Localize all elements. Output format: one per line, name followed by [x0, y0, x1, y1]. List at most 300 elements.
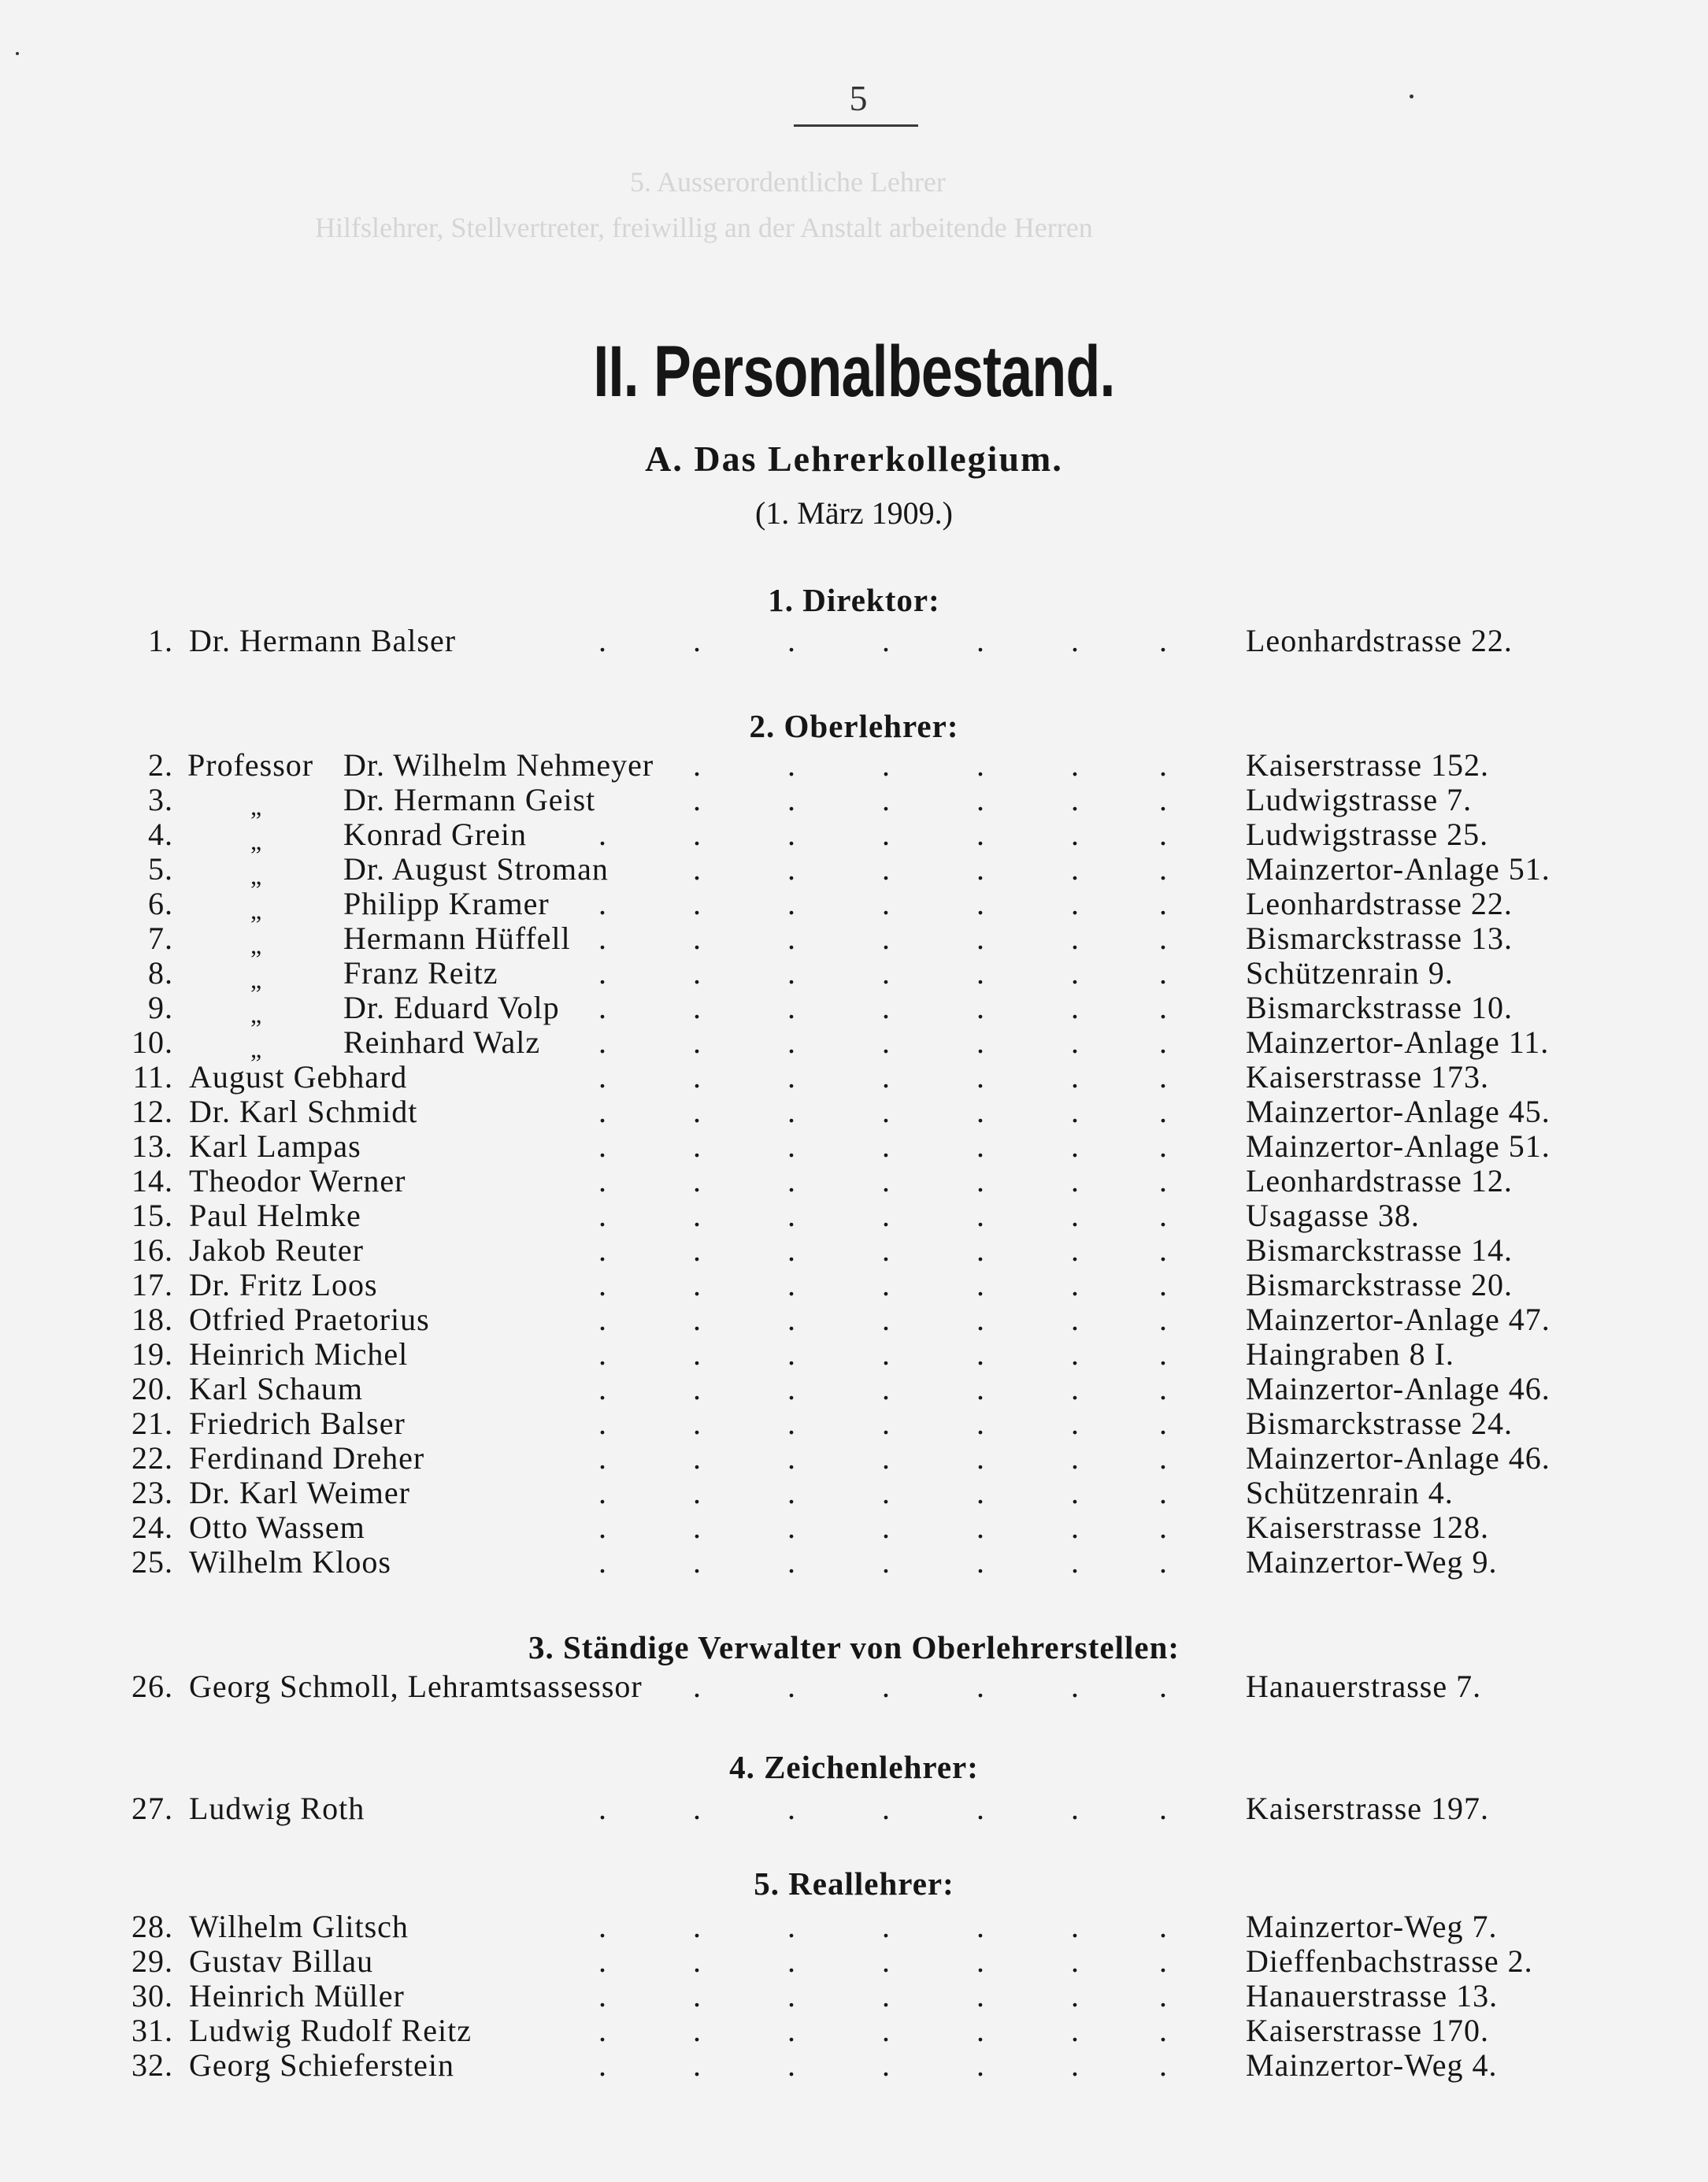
leader-dot: . — [882, 1909, 891, 1944]
leader-dot: . — [882, 1978, 891, 2013]
leader-dot: . — [882, 782, 891, 817]
leader-dot: . — [1071, 1371, 1080, 1406]
leader-dots — [504, 1302, 1168, 1337]
leader-dots — [504, 955, 1168, 991]
leader-dot: . — [976, 1128, 985, 1164]
leader-dots — [504, 1909, 1168, 1944]
list-item — [0, 2048, 1708, 2083]
leader-dot: . — [787, 1094, 796, 1129]
leader-dot: . — [787, 1475, 796, 1510]
leader-dot: . — [976, 1302, 985, 1337]
entry-address: Hanauerstrasse 13. — [1246, 1978, 1499, 2013]
leader-dot: . — [1159, 1791, 1168, 1826]
entry-name: Dr. Hermann Geist — [343, 782, 596, 817]
section-heading: 5. Reallehrer: — [754, 1865, 954, 1902]
leader-dot: . — [787, 1978, 796, 2013]
leader-dot: . — [1159, 1943, 1168, 1979]
leader-dot: . — [787, 2047, 796, 2083]
leader-dot: . — [882, 1094, 891, 1129]
leader-dots — [504, 1024, 1168, 1060]
leader-dots — [504, 1544, 1168, 1580]
leader-dot: . — [693, 1163, 702, 1198]
ditto-mark: „ — [250, 827, 263, 855]
leader-dots — [504, 1059, 1168, 1095]
leader-dot: . — [787, 1128, 796, 1164]
leader-dot: . — [787, 1669, 796, 1704]
leader-dot: . — [787, 2013, 796, 2048]
leader-dot: . — [1071, 1669, 1080, 1704]
leader-dot: . — [882, 955, 891, 991]
leader-dots — [504, 886, 1168, 921]
leader-dot: . — [976, 1059, 985, 1095]
leader-dot: . — [693, 1943, 702, 1979]
leader-dot: . — [1071, 1978, 1080, 2013]
leader-dots — [504, 2047, 1168, 2083]
leader-dot: . — [787, 921, 796, 956]
leader-dot: . — [882, 1475, 891, 1510]
leader-dot: . — [1159, 747, 1168, 783]
entry-address: Mainzertor-Anlage 46. — [1246, 1371, 1551, 1406]
leader-dot: . — [693, 886, 702, 921]
leader-dot: . — [693, 851, 702, 887]
entry-address: Bismarckstrasse 13. — [1246, 921, 1513, 956]
ditto-mark: „ — [250, 861, 263, 890]
leader-dot: . — [1159, 1406, 1168, 1441]
entry-number: 18. — [132, 1302, 173, 1337]
leader-dot: . — [693, 990, 702, 1025]
leader-dot: . — [787, 990, 796, 1025]
leader-dot: . — [693, 955, 702, 991]
list-item — [0, 1406, 1708, 1441]
entry-number: 15. — [132, 1198, 173, 1233]
leader-dot: . — [598, 1978, 607, 2013]
entry-name: Dr. Karl Schmidt — [189, 1094, 418, 1129]
leader-dot: . — [598, 1406, 607, 1441]
leader-dot: . — [693, 1198, 702, 1233]
leader-dot: . — [976, 782, 985, 817]
entry-address: Mainzertor-Anlage 51. — [1246, 851, 1551, 887]
entry-name: Paul Helmke — [189, 1198, 361, 1233]
leader-dot: . — [1159, 1669, 1168, 1704]
leader-dots — [504, 851, 1168, 887]
leader-dot: . — [787, 1943, 796, 1979]
leader-dot: . — [1071, 1510, 1080, 1545]
leader-dot: . — [976, 1163, 985, 1198]
leader-dot: . — [598, 1510, 607, 1545]
entry-name: Heinrich Müller — [189, 1978, 405, 2013]
list-item — [0, 955, 1708, 994]
entry-number: 30. — [132, 1978, 173, 2013]
list-item — [0, 624, 1708, 658]
leader-dot: . — [598, 1791, 607, 1826]
entry-name: Friedrich Balser — [189, 1406, 406, 1441]
section-heading: 3. Ständige Verwalter von Oberlehrerstellen: — [528, 1629, 1180, 1665]
leader-dot: . — [1159, 782, 1168, 817]
page-number-rule — [794, 124, 918, 127]
entry-name: Georg Schmoll, Lehramtsassessor — [189, 1669, 643, 1704]
leader-dot: . — [882, 2047, 891, 2083]
entry-name: Ferdinand Dreher — [189, 1440, 425, 1476]
page-number: 5 — [849, 78, 868, 118]
leader-dot: . — [882, 1510, 891, 1545]
leader-dot: . — [1071, 1909, 1080, 1944]
leader-dot: . — [882, 1232, 891, 1268]
entry-address: Mainzertor-Anlage 11. — [1246, 1024, 1550, 1060]
leader-dot: . — [787, 1163, 796, 1198]
leader-dot: . — [693, 1024, 702, 1060]
leader-dot: . — [598, 1475, 607, 1510]
leader-dot: . — [1159, 990, 1168, 1025]
entry-address: Haingraben 8 I. — [1246, 1336, 1454, 1372]
leader-dot: . — [882, 1943, 891, 1979]
leader-dot: . — [1159, 1371, 1168, 1406]
leader-dot: . — [1159, 2013, 1168, 2048]
leader-dot: . — [693, 1791, 702, 1826]
entry-number: 27. — [132, 1791, 173, 1826]
section-heading: 1. Direktor: — [768, 582, 940, 618]
leader-dot: . — [882, 1267, 891, 1302]
list-item — [0, 1910, 1708, 1944]
entry-number: 12. — [132, 1094, 173, 1129]
leader-dot: . — [693, 1232, 702, 1268]
leader-dot: . — [1071, 990, 1080, 1025]
leader-dot: . — [1159, 623, 1168, 658]
leader-dot: . — [693, 747, 702, 783]
leader-dot: . — [1071, 1302, 1080, 1337]
leader-dots — [504, 817, 1168, 852]
list-item — [0, 1510, 1708, 1545]
page-title: II. Personalbestand. — [593, 332, 1115, 412]
leader-dot: . — [882, 1544, 891, 1580]
leader-dot: . — [1071, 1475, 1080, 1510]
list-item — [0, 1791, 1708, 1826]
entry-name: Dr. August Stroman — [343, 851, 609, 887]
leader-dot: . — [787, 623, 796, 658]
entry-name: Heinrich Michel — [189, 1336, 409, 1372]
entry-address: Kaiserstrasse 170. — [1246, 2013, 1490, 2048]
leader-dot: . — [882, 1440, 891, 1476]
leader-dot: . — [1159, 1978, 1168, 2013]
leader-dot: . — [598, 1336, 607, 1372]
list-item — [0, 1441, 1708, 1476]
entry-number: 2. — [148, 747, 173, 783]
section-heading: 4. Zeichenlehrer: — [729, 1749, 979, 1785]
entry-number: 26. — [132, 1669, 173, 1704]
leader-dot: . — [1071, 1267, 1080, 1302]
leader-dot: . — [882, 990, 891, 1025]
ditto-mark: „ — [250, 965, 263, 994]
ditto-mark: „ — [250, 1035, 263, 1063]
list-item — [0, 1476, 1708, 1510]
leader-dots — [504, 1163, 1168, 1198]
leader-dot: . — [882, 886, 891, 921]
leader-dots — [504, 1475, 1168, 1510]
leader-dot: . — [976, 921, 985, 956]
entry-address: Usagasse 38. — [1246, 1198, 1420, 1233]
entry-number: 7. — [148, 921, 173, 956]
leader-dot: . — [1159, 1128, 1168, 1164]
entry-name: Franz Reitz — [343, 955, 498, 991]
leader-dot: . — [882, 1371, 891, 1406]
list-item — [0, 1669, 1708, 1704]
leader-dot: . — [976, 1440, 985, 1476]
entry-number: 10. — [132, 1024, 173, 1060]
leader-dot: . — [693, 817, 702, 852]
entry-name: Wilhelm Glitsch — [189, 1909, 409, 1944]
leader-dot: . — [693, 1440, 702, 1476]
entry-number: 17. — [132, 1267, 173, 1302]
entry-address: Schützenrain 4. — [1246, 1475, 1454, 1510]
list-item — [0, 851, 1708, 890]
leader-dot: . — [976, 2013, 985, 2048]
bleed-through-text: 5. Ausserordentliche Lehrer — [630, 166, 946, 198]
entry-number: 32. — [132, 2047, 173, 2083]
leader-dot: . — [1071, 817, 1080, 852]
leader-dot: . — [1071, 2047, 1080, 2083]
leader-dot: . — [1071, 1544, 1080, 1580]
entry-number: 19. — [132, 1336, 173, 1372]
entry-name: Ludwig Rudolf Reitz — [189, 2013, 472, 2048]
leader-dot: . — [598, 2013, 607, 2048]
list-item — [0, 1024, 1708, 1063]
list-item — [0, 782, 1708, 821]
leader-dot: . — [1071, 1232, 1080, 1268]
leader-dots — [504, 1198, 1168, 1233]
leader-dot: . — [598, 1909, 607, 1944]
leader-dot: . — [598, 1440, 607, 1476]
leader-dot: . — [598, 1024, 607, 1060]
entry-number: 20. — [132, 1371, 173, 1406]
entry-address: Mainzertor-Weg 9. — [1246, 1544, 1498, 1580]
leader-dots — [504, 1128, 1168, 1164]
leader-dot: . — [598, 1943, 607, 1979]
entry-number: 31. — [132, 2013, 173, 2048]
list-item — [0, 1095, 1708, 1129]
entry-name: Karl Schaum — [189, 1371, 363, 1406]
leader-dots — [504, 2013, 1168, 2048]
list-item — [0, 921, 1708, 959]
entry-name: August Gebhard — [189, 1059, 408, 1095]
entry-address: Kaiserstrasse 152. — [1246, 747, 1490, 783]
entry-number: 29. — [132, 1943, 173, 1979]
leader-dot: . — [1071, 1791, 1080, 1826]
leader-dot: . — [976, 817, 985, 852]
list-item — [0, 1372, 1708, 1406]
leader-dot: . — [693, 623, 702, 658]
entry-name: Dr. Wilhelm Nehmeyer — [343, 747, 654, 783]
entry-number: 8. — [148, 955, 173, 991]
entry-address: Mainzertor-Anlage 51. — [1246, 1128, 1551, 1164]
leader-dot: . — [787, 851, 796, 887]
entry-address: Mainzertor-Anlage 46. — [1246, 1440, 1551, 1476]
leader-dot: . — [1159, 1163, 1168, 1198]
leader-dot: . — [882, 747, 891, 783]
entry-address: Bismarckstrasse 24. — [1246, 1406, 1513, 1441]
entry-name: Gustav Billau — [189, 1943, 374, 1979]
leader-dot: . — [976, 1909, 985, 1944]
leader-dot: . — [882, 1336, 891, 1372]
leader-dot: . — [787, 1024, 796, 1060]
leader-dot: . — [1159, 886, 1168, 921]
list-item — [0, 817, 1708, 855]
leader-dot: . — [1071, 955, 1080, 991]
entry-name: Georg Schieferstein — [189, 2047, 455, 2083]
list-item — [0, 1233, 1708, 1268]
leader-dot: . — [598, 623, 607, 658]
list-item — [0, 1129, 1708, 1164]
leader-dot: . — [882, 1128, 891, 1164]
entry-address: Schützenrain 9. — [1246, 955, 1454, 991]
entry-address: Leonhardstrasse 22. — [1246, 623, 1513, 658]
entry-name: Philipp Kramer — [343, 886, 550, 921]
entry-number: 21. — [132, 1406, 173, 1441]
scan-speck — [1410, 94, 1413, 98]
entry-name: Otfried Praetorius — [189, 1302, 430, 1337]
leader-dot: . — [1071, 1059, 1080, 1095]
leader-dot: . — [882, 1024, 891, 1060]
leader-dot: . — [787, 1198, 796, 1233]
ditto-mark: „ — [250, 931, 263, 959]
entry-number: 9. — [148, 990, 173, 1025]
leader-dot: . — [1071, 1094, 1080, 1129]
leader-dots — [504, 623, 1168, 658]
leader-dot: . — [787, 1406, 796, 1441]
entry-address: Leonhardstrasse 22. — [1246, 886, 1513, 921]
leader-dot: . — [598, 1544, 607, 1580]
entry-number: 13. — [132, 1128, 173, 1164]
leader-dot: . — [1071, 1406, 1080, 1441]
entry-name: Wilhelm Kloos — [189, 1544, 391, 1580]
leader-dot: . — [598, 817, 607, 852]
leader-dot: . — [693, 2013, 702, 2048]
leader-dot: . — [976, 1510, 985, 1545]
leader-dot: . — [976, 1336, 985, 1372]
leader-dot: . — [693, 1510, 702, 1545]
entry-name: Konrad Grein — [343, 817, 528, 852]
leader-dot: . — [1159, 2047, 1168, 2083]
entry-number: 24. — [132, 1510, 173, 1545]
leader-dot: . — [882, 1669, 891, 1704]
leader-dot: . — [882, 1163, 891, 1198]
entry-name: Reinhard Walz — [343, 1024, 541, 1060]
leader-dot: . — [976, 1544, 985, 1580]
leader-dot: . — [787, 1059, 796, 1095]
list-item — [0, 1302, 1708, 1337]
scan-speck — [16, 52, 19, 55]
leader-dot: . — [693, 1475, 702, 1510]
leader-dot: . — [787, 1510, 796, 1545]
leader-dot: . — [1071, 1128, 1080, 1164]
entry-number: 6. — [148, 886, 173, 921]
entry-number: 16. — [132, 1232, 173, 1268]
leader-dots — [504, 1510, 1168, 1545]
leader-dot: . — [976, 623, 985, 658]
leader-dot: . — [976, 1024, 985, 1060]
leader-dot: . — [976, 1475, 985, 1510]
leader-dot: . — [693, 1094, 702, 1129]
leader-dots — [504, 1791, 1168, 1826]
leader-dot: . — [1159, 1267, 1168, 1302]
leader-dot: . — [1071, 747, 1080, 783]
leader-dot: . — [1071, 1336, 1080, 1372]
leader-dot: . — [598, 1128, 607, 1164]
leader-dot: . — [976, 1943, 985, 1979]
leader-dots — [504, 1267, 1168, 1302]
leader-dot: . — [976, 747, 985, 783]
entry-address: Ludwigstrasse 25. — [1246, 817, 1489, 852]
leader-dots — [504, 990, 1168, 1025]
leader-dot: . — [787, 1909, 796, 1944]
leader-dots — [504, 1094, 1168, 1129]
leader-dot: . — [598, 1059, 607, 1095]
leader-dot: . — [976, 851, 985, 887]
leader-dot: . — [976, 1669, 985, 1704]
entry-number: 14. — [132, 1163, 173, 1198]
list-item — [0, 748, 1708, 783]
leader-dots — [504, 1669, 1168, 1704]
leader-dot: . — [598, 955, 607, 991]
entry-name: Otto Wassem — [189, 1510, 365, 1545]
leader-dot: . — [598, 1371, 607, 1406]
leader-dot: . — [976, 1371, 985, 1406]
leader-dots — [504, 1406, 1168, 1441]
leader-dot: . — [1159, 1024, 1168, 1060]
leader-dot: . — [1159, 817, 1168, 852]
entry-number: 11. — [132, 1059, 173, 1095]
leader-dot: . — [976, 1232, 985, 1268]
leader-dot: . — [1071, 851, 1080, 887]
entry-title: Professor — [187, 747, 314, 783]
leader-dot: . — [882, 1302, 891, 1337]
entry-name: Dr. Karl Weimer — [189, 1475, 410, 1510]
leader-dot: . — [693, 2047, 702, 2083]
entry-name: Dr. Hermann Balser — [189, 623, 457, 658]
leader-dots — [504, 1336, 1168, 1372]
leader-dot: . — [1071, 886, 1080, 921]
leader-dot: . — [976, 1978, 985, 2013]
leader-dot: . — [976, 955, 985, 991]
entry-number: 23. — [132, 1475, 173, 1510]
entry-name: Ludwig Roth — [189, 1791, 365, 1826]
leader-dot: . — [1159, 921, 1168, 956]
entry-number: 1. — [148, 623, 173, 658]
entry-number: 3. — [148, 782, 173, 817]
list-item — [0, 1060, 1708, 1095]
leader-dot: . — [976, 1791, 985, 1826]
leader-dot: . — [1071, 2013, 1080, 2048]
leader-dot: . — [598, 921, 607, 956]
entry-address: Kaiserstrasse 128. — [1246, 1510, 1490, 1545]
leader-dot: . — [1071, 1024, 1080, 1060]
leader-dot: . — [1071, 1163, 1080, 1198]
subtitle: A. Das Lehrerkollegium. — [645, 439, 1063, 479]
leader-dot: . — [787, 1232, 796, 1268]
entry-address: Hanauerstrasse 7. — [1246, 1669, 1482, 1704]
leader-dots — [504, 1440, 1168, 1476]
leader-dots — [504, 1232, 1168, 1268]
leader-dot: . — [693, 1909, 702, 1944]
list-item — [0, 1164, 1708, 1198]
entry-address: Mainzertor-Anlage 47. — [1246, 1302, 1551, 1337]
entry-name: Dr. Fritz Loos — [189, 1267, 378, 1302]
entry-address: Bismarckstrasse 10. — [1246, 990, 1513, 1025]
leader-dot: . — [882, 1791, 891, 1826]
entry-address: Ludwigstrasse 7. — [1246, 782, 1473, 817]
entry-number: 22. — [132, 1440, 173, 1476]
leader-dot: . — [882, 921, 891, 956]
entry-number: 5. — [148, 851, 173, 887]
entry-address: Bismarckstrasse 14. — [1246, 1232, 1513, 1268]
